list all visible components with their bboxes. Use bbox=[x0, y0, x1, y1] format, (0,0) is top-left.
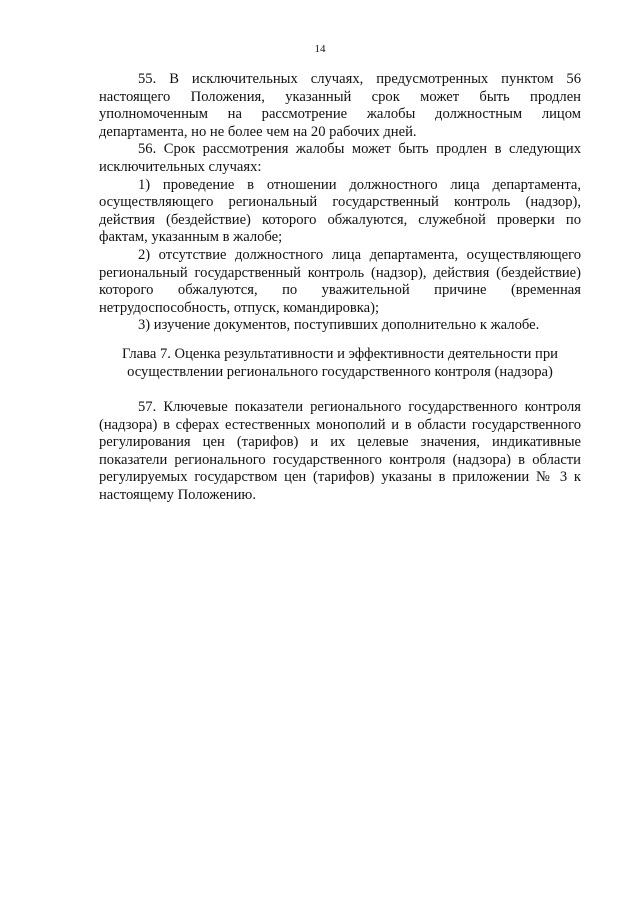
paragraph-55: 55. В исключительных случаях, предусмотренных пунктом 56 настоящего Положения, указанный срок может быть продлен уполномоченным на рассмотрение жалобы должностным лицом департамента, но не более чем на 20 рабочих дней. bbox=[99, 71, 581, 140]
text-block-bottom bbox=[99, 399, 581, 505]
list-item-2: 2) отсутствие должностного лица департамента, осуществляющего региональный государственный контроль (надзор), действия (бездействие) которого обжалуются, по уважительной причине (временная нетрудоспособность, отпуск, командировка); bbox=[99, 246, 581, 316]
text-block-top bbox=[99, 71, 581, 335]
paragraph-57: 57. Ключевые показатели регионального государственного контроля (надзора) в сферах естественных монополий и в области государственного регулирования цен (тарифов) и их целевые значения, индикативные показатели регионального государственного контроля (надзора) в области регулируемых государством цен (тарифов) указаны в приложении № 3 к настоящему Положению. bbox=[99, 399, 581, 503]
list-item-3: 3) изучение документов, поступивших дополнительно к жалобе. bbox=[138, 317, 540, 334]
paragraph-56: 56. Срок рассмотрения жалобы может быть продлен в следующих исключительных случаях: bbox=[99, 141, 581, 175]
chapter-heading-line-1: Глава 7. Оценка результативности и эффективности деятельности при bbox=[122, 346, 558, 362]
page-number: 14 bbox=[314, 43, 326, 55]
list-item-1: 1) проведение в отношении должностного лица департамента, осуществляющего региональный государственный контроль (надзор), действия (бездействие) которого обжалуются, служебной проверки по фактам, указанным в жалобе; bbox=[99, 176, 581, 246]
chapter-heading bbox=[99, 346, 581, 381]
chapter-heading-line-2: осуществлении регионального государственного контроля (надзора) bbox=[127, 363, 553, 380]
